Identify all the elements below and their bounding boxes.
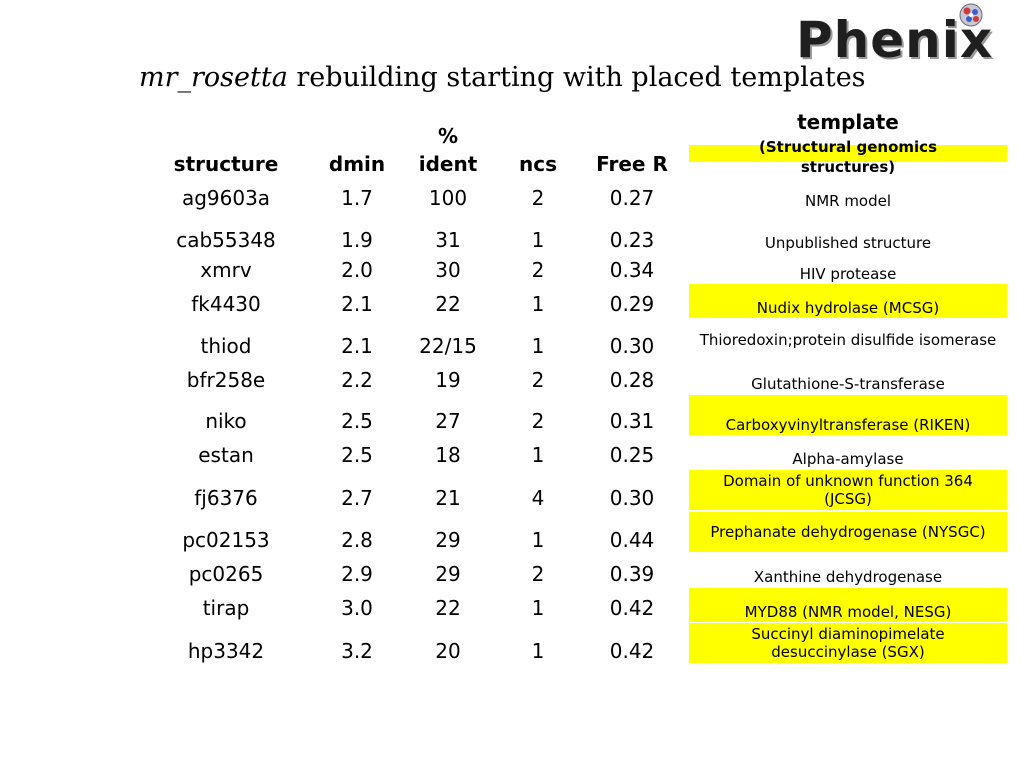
header-dmin: dmin — [328, 152, 386, 176]
cell-template-text: Nudix hydrolase (MCSG) — [756, 299, 940, 317]
header-ident-line1: % — [437, 124, 459, 148]
header-structure: structure — [173, 152, 279, 176]
cell-template-highlighted — [689, 284, 1007, 318]
cell-ident: 29 — [435, 528, 461, 552]
cell-template — [689, 263, 1007, 285]
cell-free-r: 0.28 — [609, 368, 655, 392]
cell-ident: 22 — [435, 292, 461, 316]
cell-structure: tirap — [202, 596, 250, 620]
cell-structure: bfr258e — [186, 368, 266, 392]
cell-free-r: 0.25 — [609, 443, 655, 467]
cell-free-r: 0.44 — [609, 528, 655, 552]
cell-ncs: 2 — [531, 409, 545, 433]
cell-ncs: 2 — [531, 562, 545, 586]
cell-free-r: 0.23 — [609, 228, 655, 252]
cell-ncs: 1 — [531, 334, 545, 358]
cell-dmin: 2.2 — [341, 368, 373, 392]
title-italic: mr_rosetta — [139, 62, 288, 93]
cell-free-r: 0.42 — [609, 596, 655, 620]
cell-template-highlighted — [689, 588, 1007, 622]
logo-wordmark: Phenix — [796, 11, 994, 69]
cell-structure: cab55348 — [176, 228, 276, 252]
cell-ident: 20 — [435, 639, 461, 663]
cell-ident: 22 — [435, 596, 461, 620]
cell-template-text: Prephanate dehydrogenase (NYSGC) — [710, 523, 986, 541]
cell-ncs: 2 — [531, 186, 545, 210]
cell-dmin: 2.9 — [341, 562, 373, 586]
cell-dmin: 2.5 — [341, 443, 373, 467]
cell-template — [689, 373, 1007, 395]
cell-ident: 29 — [435, 562, 461, 586]
cell-ncs: 1 — [531, 639, 545, 663]
cell-template-text: Thioredoxin;protein disulfide isomerase — [699, 331, 997, 349]
cell-dmin: 2.1 — [341, 334, 373, 358]
cell-template-text: Alpha-amylase — [792, 450, 904, 468]
cell-ncs: 2 — [531, 258, 545, 282]
cell-template-text: MYD88 (NMR model, NESG) — [744, 603, 952, 621]
cell-template-text: Glutathione-S-transferase — [751, 375, 945, 393]
cell-free-r: 0.27 — [609, 186, 655, 210]
cell-ncs: 2 — [531, 368, 545, 392]
cell-free-r: 0.30 — [609, 486, 655, 510]
cell-ncs: 1 — [531, 443, 545, 467]
cell-ident: 22/15 — [419, 334, 477, 358]
cell-ident: 27 — [435, 409, 461, 433]
cell-ident: 21 — [435, 486, 461, 510]
cell-structure: pc02153 — [182, 528, 270, 552]
cell-structure: ag9603a — [181, 186, 271, 210]
cell-template-text: HIV protease — [799, 265, 897, 283]
cell-ident: 30 — [435, 258, 461, 282]
cell-dmin: 2.1 — [341, 292, 373, 316]
header-free-r: Free R — [596, 152, 668, 176]
cell-template-text: Carboxyvinyltransferase (RIKEN) — [725, 416, 971, 434]
cell-structure: niko — [205, 409, 247, 433]
cell-dmin: 2.5 — [341, 409, 373, 433]
cell-ncs: 1 — [531, 292, 545, 316]
title-rest: rebuilding starting with placed templates — [287, 62, 866, 93]
cell-free-r: 0.30 — [609, 334, 655, 358]
cell-ncs: 1 — [531, 228, 545, 252]
cell-structure: fk4430 — [191, 292, 261, 316]
cell-ncs: 1 — [531, 528, 545, 552]
cell-template-highlighted — [689, 623, 1007, 663]
cell-structure: estan — [198, 443, 254, 467]
cell-template-text: NMR model — [804, 192, 892, 210]
cell-template-text: Unpublished structure — [764, 234, 932, 252]
cell-structure: hp3342 — [187, 639, 265, 663]
header-template: template — [797, 110, 899, 134]
header-ident-line2: ident — [418, 152, 478, 176]
cell-ncs: 1 — [531, 596, 545, 620]
cell-dmin: 1.9 — [341, 228, 373, 252]
slide-title — [139, 58, 866, 98]
cell-template — [689, 232, 1007, 254]
header-ncs: ncs — [519, 152, 557, 176]
cell-dmin: 2.0 — [341, 258, 373, 282]
cell-template — [689, 566, 1007, 588]
cell-template-highlighted — [689, 470, 1007, 510]
cell-template-highlighted — [689, 395, 1007, 435]
cell-free-r: 0.34 — [609, 258, 655, 282]
cell-free-r: 0.29 — [609, 292, 655, 316]
header-template-sub-line2: structures) — [800, 158, 896, 176]
cell-structure: thiod — [200, 334, 252, 358]
header-template-sub — [689, 137, 1007, 177]
cell-template-highlighted — [689, 512, 1007, 552]
cell-free-r: 0.31 — [609, 409, 655, 433]
cell-structure: xmrv — [200, 258, 252, 282]
cell-dmin: 2.8 — [341, 528, 373, 552]
cell-ident: 100 — [428, 186, 468, 210]
cell-dmin: 3.0 — [341, 596, 373, 620]
cell-dmin: 1.7 — [341, 186, 373, 210]
cell-ident: 31 — [435, 228, 461, 252]
cell-ident: 19 — [435, 368, 461, 392]
cell-template — [689, 182, 1007, 220]
cell-ident: 18 — [435, 443, 461, 467]
cell-structure: fj6376 — [194, 486, 258, 510]
cell-template — [689, 320, 1007, 360]
cell-free-r: 0.42 — [609, 639, 655, 663]
header-template-sub-line1: (Structural genomics — [758, 138, 937, 156]
cell-structure: pc0265 — [188, 562, 264, 586]
cell-free-r: 0.39 — [609, 562, 655, 586]
cell-template-text: Succinyl diaminopimelate desuccinylase (SGX) — [751, 625, 945, 661]
cell-ncs: 4 — [531, 486, 545, 510]
cell-template-text: Domain of unknown function 364 (JCSG) — [723, 472, 973, 508]
cell-dmin: 2.7 — [341, 486, 373, 510]
cell-template — [689, 448, 1007, 470]
cell-template-text: Xanthine dehydrogenase — [753, 568, 943, 586]
cell-dmin: 3.2 — [341, 639, 373, 663]
